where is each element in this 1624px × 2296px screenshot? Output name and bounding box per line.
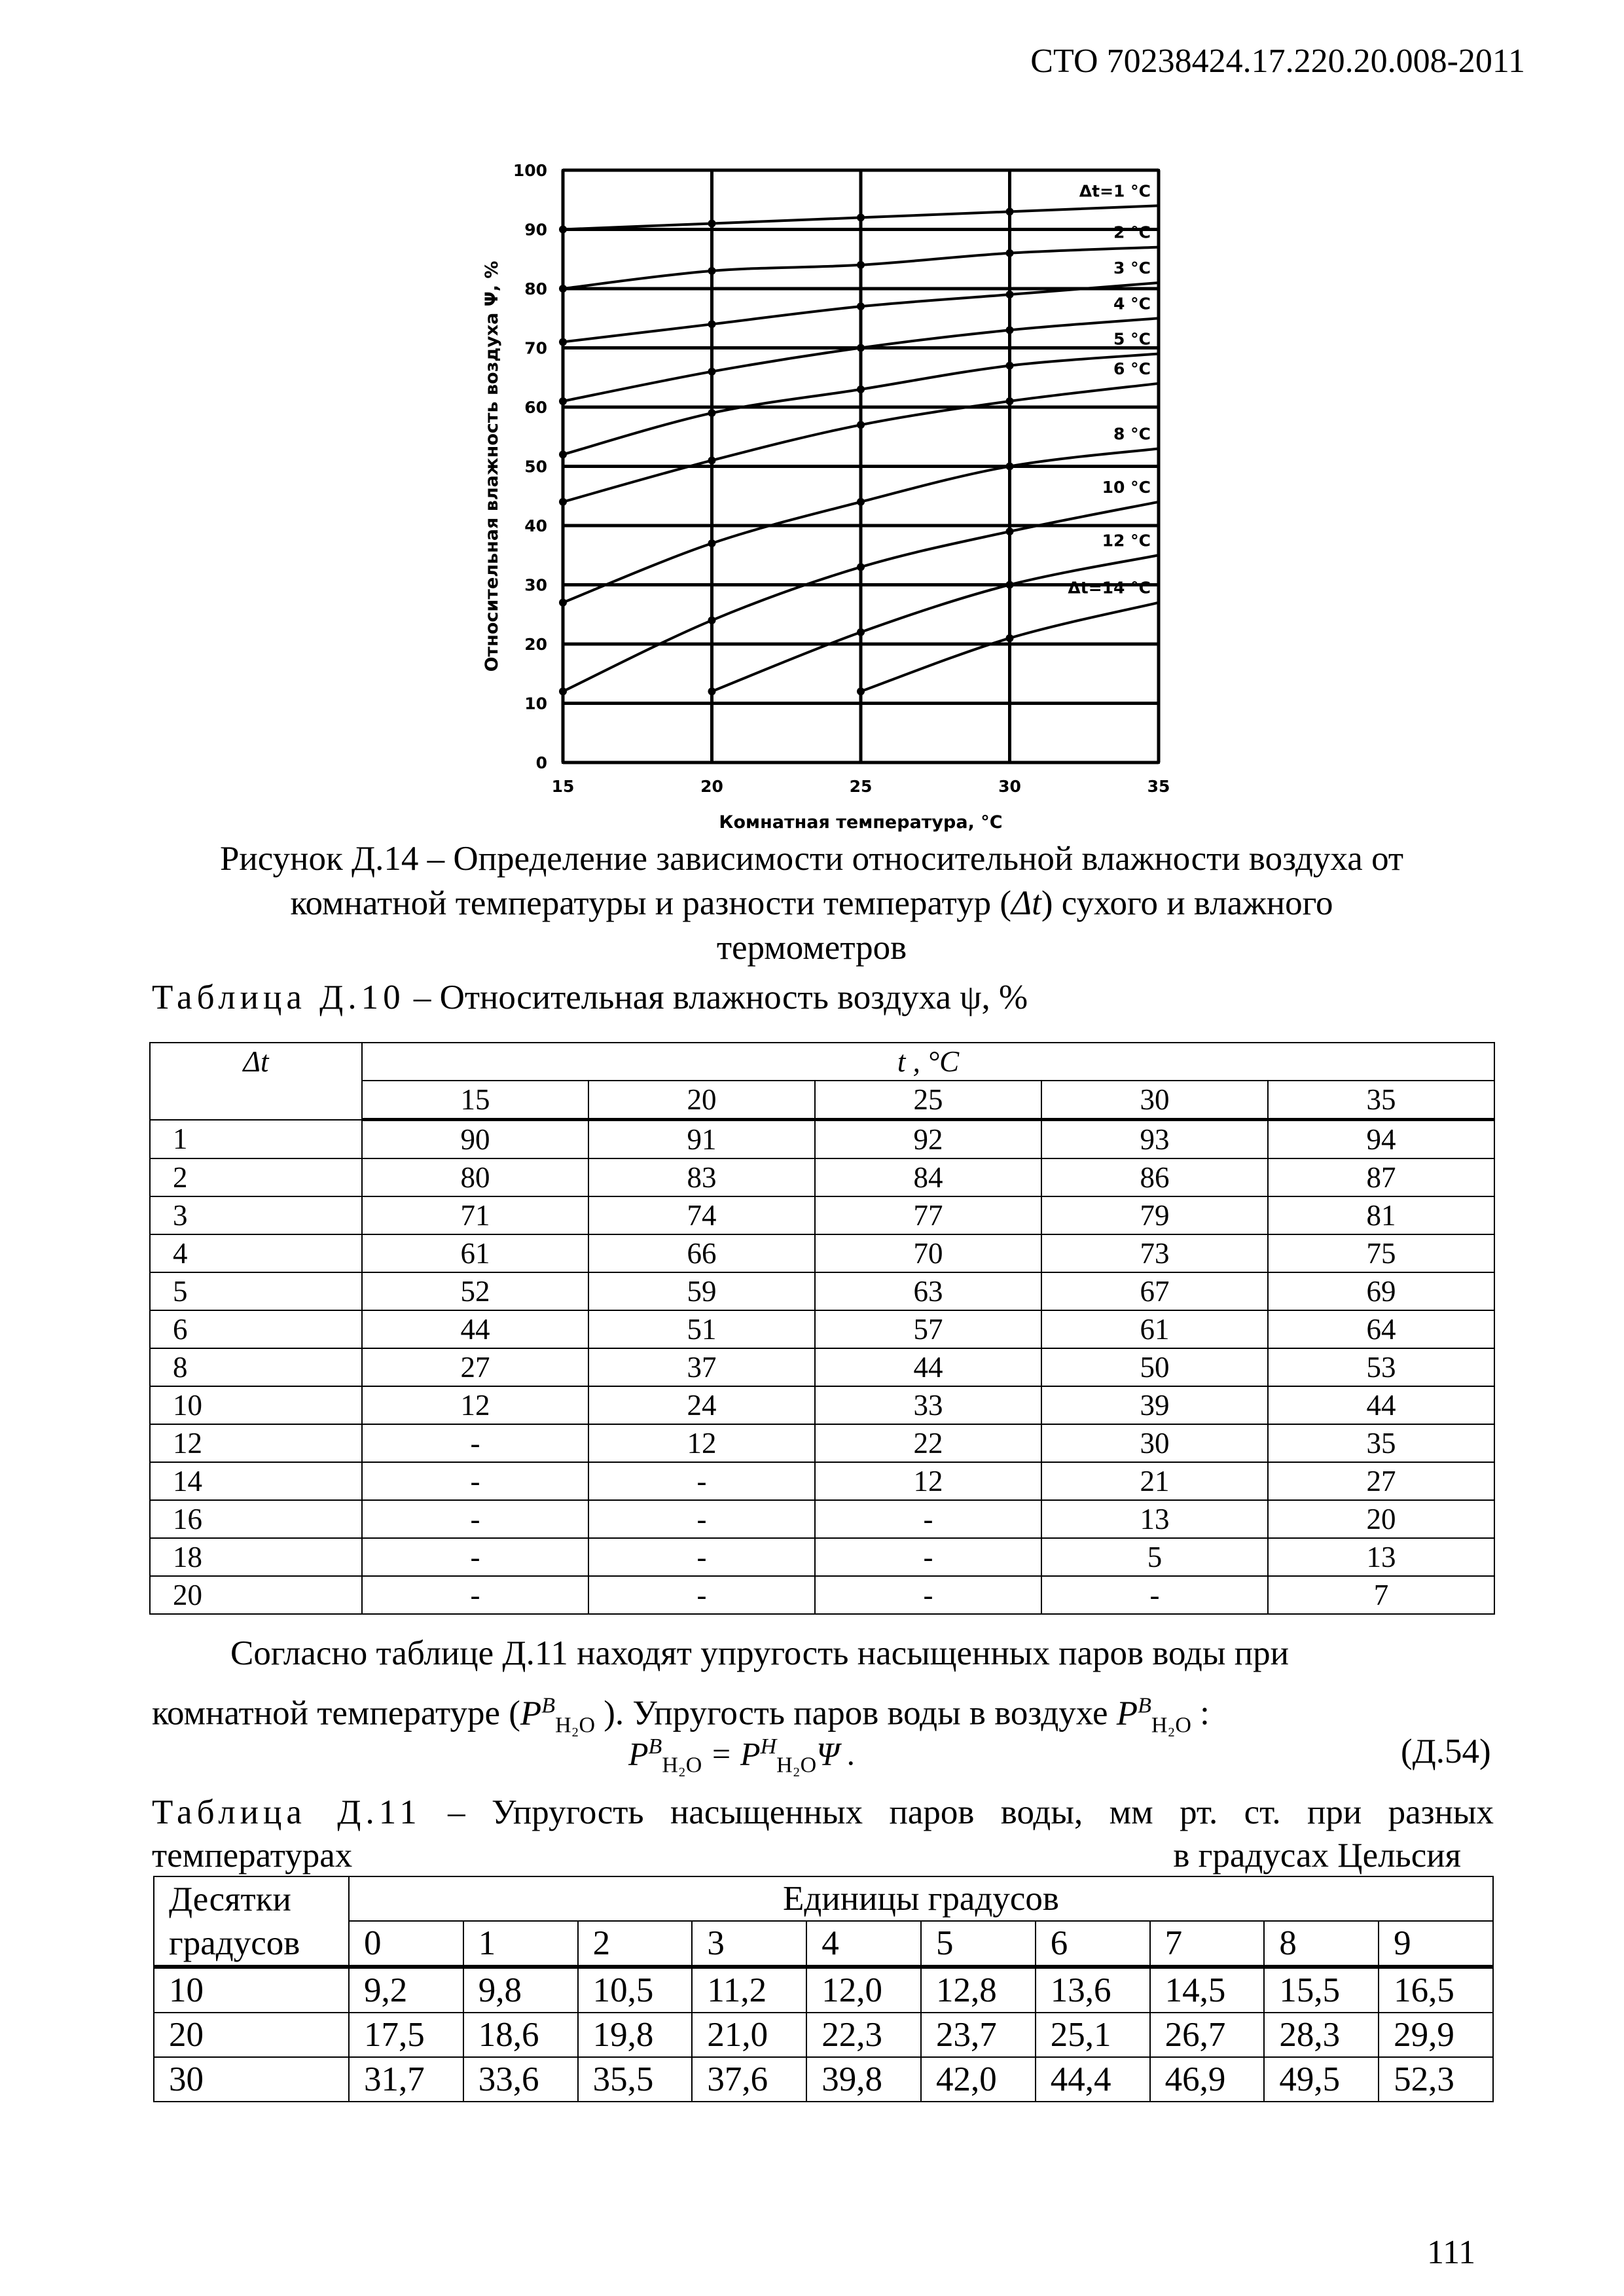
table-row — [150, 1538, 1494, 1576]
table10-cell: 79 — [1041, 1196, 1268, 1234]
table11-row-label: 10 — [154, 1967, 349, 2013]
table10-row-label: 14 — [150, 1462, 362, 1500]
table10-row-label: 16 — [150, 1500, 362, 1538]
table10-cell: 67 — [1041, 1272, 1268, 1310]
series-label: 12 °C — [1102, 531, 1151, 550]
math-p-b-h2o — [1116, 1693, 1191, 1738]
data-point — [857, 421, 865, 429]
table11-caption-line1 — [152, 1791, 1494, 1834]
x-tick-label: 25 — [849, 777, 873, 796]
table10-cell: 5 — [1041, 1538, 1268, 1576]
table-row — [150, 1424, 1494, 1462]
data-point — [559, 687, 567, 695]
formula — [628, 1734, 856, 1778]
table11-column-header: 7 — [1150, 1921, 1265, 1967]
data-point — [857, 498, 865, 506]
table-row — [150, 1386, 1494, 1424]
table11-cell: 13,6 — [1036, 1967, 1150, 2013]
data-point — [559, 226, 567, 234]
table10-cell: - — [815, 1538, 1041, 1576]
table10-cell: 44 — [815, 1348, 1041, 1386]
data-point — [708, 539, 716, 547]
data-point — [708, 617, 716, 624]
table10-cell: 86 — [1041, 1158, 1268, 1196]
table11-cell: 46,9 — [1150, 2057, 1265, 2102]
caption-delta-t: Δt — [1011, 884, 1041, 922]
table11-column-header: 6 — [1036, 1921, 1150, 1967]
table-d11-body — [154, 1876, 1493, 2102]
table11-cell: 35,5 — [578, 2057, 693, 2102]
table10-row-label: 8 — [150, 1348, 362, 1386]
paragraph-line1: Согласно таблице Д.11 находят упругость насыщенных паров воды при — [230, 1634, 1290, 1672]
table-row — [154, 2057, 1493, 2102]
table11-column-header: 0 — [349, 1921, 463, 1967]
table10-cell: - — [588, 1462, 815, 1500]
data-point — [857, 213, 865, 221]
table11-cell: 44,4 — [1036, 2057, 1150, 2102]
table10-row-label: 3 — [150, 1196, 362, 1234]
series-label: 5 °C — [1113, 329, 1151, 349]
table11-cell: 12,8 — [921, 1967, 1036, 2013]
table10-cell: - — [815, 1500, 1041, 1538]
data-point — [1006, 581, 1014, 589]
y-tick-label: 50 — [524, 457, 547, 476]
table10-cell: - — [588, 1576, 815, 1614]
series-label: 8 °C — [1113, 424, 1151, 444]
table11-cell: 42,0 — [921, 2057, 1036, 2102]
table10-row-label: 20 — [150, 1576, 362, 1614]
table10-group-header — [362, 1043, 1494, 1081]
table10-cell: 74 — [588, 1196, 815, 1234]
table11-column-header: 9 — [1379, 1921, 1493, 1967]
x-tick-label: 20 — [700, 777, 723, 796]
paragraph-part: ). Упругость паров воды в воздухе — [604, 1694, 1108, 1732]
series-label: Δt=1 °C — [1079, 181, 1151, 201]
table10-cell: 27 — [362, 1348, 588, 1386]
table10-row-label: 4 — [150, 1234, 362, 1272]
math-symbol: P — [628, 1735, 649, 1772]
table11-cell: 28,3 — [1264, 2013, 1379, 2057]
table10-column-header: 20 — [588, 1081, 815, 1120]
y-tick-label: 20 — [524, 635, 547, 654]
data-point — [1006, 362, 1014, 370]
table10-cell: 37 — [588, 1348, 815, 1386]
table10-row-label: 1 — [150, 1120, 362, 1159]
table11-cell: 52,3 — [1379, 2057, 1493, 2102]
table10-row-label: 12 — [150, 1424, 362, 1462]
chart-series — [559, 206, 1159, 695]
table10-column-header: 35 — [1268, 1081, 1494, 1120]
table-header-row — [154, 1876, 1493, 1921]
table10-cell: 44 — [1268, 1386, 1494, 1424]
caption-part: ) сухого и влажного — [1041, 884, 1333, 922]
table11-cell: 17,5 — [349, 2013, 463, 2057]
table11-cell: 29,9 — [1379, 2013, 1493, 2057]
table10-cell: 91 — [588, 1120, 815, 1159]
table10-cell: 57 — [815, 1310, 1041, 1348]
table11-cell: 11,2 — [692, 1967, 806, 2013]
table10-cell: - — [362, 1462, 588, 1500]
series-line — [712, 555, 1159, 691]
table11-column-header: 1 — [463, 1921, 578, 1967]
table10-row-label: 18 — [150, 1538, 362, 1576]
table11-cell: 22,3 — [806, 2013, 921, 2057]
humidity-chart — [458, 151, 1204, 844]
y-tick-label: 30 — [524, 575, 547, 595]
math-symbol: P — [520, 1694, 542, 1732]
table-row — [150, 1462, 1494, 1500]
table-row — [150, 1500, 1494, 1538]
table10-cell: 83 — [588, 1158, 815, 1196]
table10-cell: - — [1041, 1576, 1268, 1614]
table10-corner-header — [150, 1043, 362, 1120]
table11-cell: 49,5 — [1264, 2057, 1379, 2102]
table10-cell: 77 — [815, 1196, 1041, 1234]
table11-cell: 18,6 — [463, 2013, 578, 2057]
x-tick-label: 35 — [1147, 777, 1170, 796]
table10-row-label: 2 — [150, 1158, 362, 1196]
table11-caption-left: температурах — [152, 1837, 353, 1874]
table11-column-header: 8 — [1264, 1921, 1379, 1967]
table10-cell: 93 — [1041, 1120, 1268, 1159]
math-sub: H₂O — [662, 1753, 702, 1778]
table11-cell: 26,7 — [1150, 2013, 1265, 2057]
y-tick-label: 10 — [524, 694, 547, 713]
figure-caption-line3: термометров — [716, 929, 907, 967]
table10-cell: - — [362, 1424, 588, 1462]
table10-cell: 44 — [362, 1310, 588, 1348]
table10-column-header: 30 — [1041, 1081, 1268, 1120]
table11-header-tens: Десятки — [154, 1876, 349, 1921]
table10-caption-prefix: Таблица Д.10 — [152, 978, 405, 1016]
data-point — [857, 628, 865, 636]
table10-cell: 70 — [815, 1234, 1041, 1272]
table11-cell: 15,5 — [1264, 1967, 1379, 2013]
table10-row-label: 10 — [150, 1386, 362, 1424]
table11-cell: 23,7 — [921, 2013, 1036, 2057]
data-point — [708, 456, 716, 464]
table10-column-header: 15 — [362, 1081, 588, 1120]
data-point — [1006, 528, 1014, 535]
table11-cell: 9,8 — [463, 1967, 578, 2013]
table10-cell: 12 — [362, 1386, 588, 1424]
math-symbol: P — [740, 1735, 761, 1772]
table11-caption-prefix: Таблица Д.11 — [152, 1793, 422, 1831]
figure-caption-line1: Рисунок Д.14 – Определение зависимости относительной влажности воздуха от — [219, 840, 1404, 878]
table10-cell: - — [588, 1500, 815, 1538]
data-point — [559, 397, 567, 405]
data-point — [1006, 634, 1014, 642]
data-point — [1006, 291, 1014, 298]
y-tick-label: 70 — [524, 338, 547, 358]
data-point — [708, 687, 716, 695]
math-sup: B — [648, 1734, 662, 1759]
data-point — [708, 368, 716, 376]
table11-cell: 21,0 — [692, 2013, 806, 2057]
table10-cell: 53 — [1268, 1348, 1494, 1386]
math-sub: H₂O — [776, 1753, 817, 1778]
table10-cell: 61 — [1041, 1310, 1268, 1348]
data-point — [857, 261, 865, 269]
table10-cell: 59 — [588, 1272, 815, 1310]
table-row — [154, 2013, 1493, 2057]
math-equals: = — [702, 1735, 741, 1772]
table10-cell: 80 — [362, 1158, 588, 1196]
math-sub: H₂O — [555, 1713, 596, 1738]
table10-cell: 22 — [815, 1424, 1041, 1462]
table10-cell: 33 — [815, 1386, 1041, 1424]
table11-column-header: 2 — [578, 1921, 693, 1967]
table10-cell: 20 — [1268, 1500, 1494, 1538]
table10-cell: 24 — [588, 1386, 815, 1424]
data-point — [1006, 249, 1014, 257]
table10-cell: 51 — [588, 1310, 815, 1348]
table10-cell: 90 — [362, 1120, 588, 1159]
table10-cell: 7 — [1268, 1576, 1494, 1614]
y-tick-label: 100 — [513, 161, 547, 180]
table-row — [150, 1120, 1494, 1159]
table10-row-label: 5 — [150, 1272, 362, 1310]
table11-cell: 37,6 — [692, 2057, 806, 2102]
x-tick-label: 15 — [551, 777, 575, 796]
table10-cell: - — [588, 1538, 815, 1576]
table11-cell: 16,5 — [1379, 1967, 1493, 2013]
table10-cell: 84 — [815, 1158, 1041, 1196]
table11-cell: 9,2 — [349, 1967, 463, 2013]
table-d11 — [153, 1876, 1494, 2102]
table11-caption — [152, 1791, 1494, 1877]
x-axis-label: Комнатная температура, °C — [719, 812, 1003, 833]
figure-caption-line2 — [131, 881, 1492, 925]
table10-cell: - — [362, 1576, 588, 1614]
data-point — [708, 320, 716, 328]
math-sup: B — [541, 1693, 556, 1717]
table10-cell: 52 — [362, 1272, 588, 1310]
delta-t-symbol: Δt — [243, 1045, 269, 1078]
y-tick-label: 60 — [524, 398, 547, 417]
figure-caption — [131, 836, 1492, 970]
data-point — [1006, 207, 1014, 215]
page-number: 111 — [1427, 2234, 1476, 2271]
table11-cell: 14,5 — [1150, 1967, 1265, 2013]
chart-grid — [563, 170, 1159, 762]
table11-caption-text: – Упругость насыщенных паров воды, мм рт. ст. при разных — [421, 1793, 1494, 1831]
table10-cell: 12 — [588, 1424, 815, 1462]
data-point — [857, 563, 865, 571]
data-point — [857, 344, 865, 352]
data-point — [559, 450, 567, 458]
table10-cell: 12 — [815, 1462, 1041, 1500]
table10-cell: 27 — [1268, 1462, 1494, 1500]
document-code-header: СТО 70238424.17.220.20.008-2011 — [1030, 43, 1525, 80]
paragraph-part: : — [1200, 1694, 1210, 1732]
table10-cell: - — [362, 1538, 588, 1576]
math-psi: Ψ . — [816, 1735, 856, 1772]
table11-header-units: Единицы градусов — [349, 1876, 1493, 1921]
data-point — [559, 498, 567, 506]
table10-column-header: 25 — [815, 1081, 1041, 1120]
data-point — [708, 219, 716, 227]
table-row — [150, 1576, 1494, 1614]
table11-column-header: 4 — [806, 1921, 921, 1967]
table10-cell: 75 — [1268, 1234, 1494, 1272]
table11-cell: 25,1 — [1036, 2013, 1150, 2057]
table11-row-label: 20 — [154, 2013, 349, 2057]
y-axis-label: Относительная влажность воздуха Ψ, % — [482, 260, 502, 672]
table11-cell: 31,7 — [349, 2057, 463, 2102]
table10-caption-text: – Относительная влажность воздуха ψ, % — [405, 978, 1028, 1016]
table-row — [150, 1234, 1494, 1272]
paragraph-part: комнатной температуре ( — [152, 1694, 520, 1732]
caption-part: комнатной температуры и разности температур ( — [290, 884, 1011, 922]
series-label: Δt=14 °C — [1068, 578, 1151, 598]
series-label: 6 °C — [1113, 359, 1151, 378]
table11-cell: 12,0 — [806, 1967, 921, 2013]
table11-header-tens-line2: градусов — [154, 1921, 349, 1967]
data-point — [1006, 397, 1014, 405]
data-point — [559, 285, 567, 293]
math-sub: H₂O — [1151, 1713, 1191, 1738]
y-tick-label: 40 — [524, 516, 547, 535]
y-tick-label: 80 — [524, 279, 547, 298]
data-point — [857, 386, 865, 393]
y-tick-label: 90 — [524, 220, 547, 240]
table10-cell: 92 — [815, 1120, 1041, 1159]
temperature-symbol: t , °C — [897, 1045, 960, 1078]
table-row — [150, 1196, 1494, 1234]
series-label: 4 °C — [1113, 294, 1151, 314]
table11-caption-line2 — [152, 1834, 1494, 1877]
data-point — [559, 599, 567, 607]
table10-cell: 81 — [1268, 1196, 1494, 1234]
math-sup: H — [760, 1734, 777, 1759]
series-label: 2 °C — [1113, 223, 1151, 242]
table-header-row — [154, 1921, 1493, 1967]
table11-row-label: 30 — [154, 2057, 349, 2102]
data-point — [708, 409, 716, 417]
data-point — [1006, 463, 1014, 471]
table-row — [150, 1348, 1494, 1386]
body-paragraph — [152, 1627, 1494, 1751]
table10-cell: 73 — [1041, 1234, 1268, 1272]
data-point — [857, 687, 865, 695]
table10-cell: 94 — [1268, 1120, 1494, 1159]
formula-number: (Д.54) — [1401, 1732, 1491, 1770]
table10-row-label: 6 — [150, 1310, 362, 1348]
table11-caption-right: в градусах Цельсия — [1173, 1837, 1461, 1874]
series-label: 10 °C — [1102, 477, 1151, 497]
table10-cell: 13 — [1268, 1538, 1494, 1576]
table11-cell: 33,6 — [463, 2057, 578, 2102]
table11-cell: 19,8 — [578, 2013, 693, 2057]
table11-column-header: 5 — [921, 1921, 1036, 1967]
table-row — [150, 1158, 1494, 1196]
table10-cell: 50 — [1041, 1348, 1268, 1386]
table10-cell: - — [815, 1576, 1041, 1614]
table11-column-header: 3 — [692, 1921, 806, 1967]
table11-cell: 39,8 — [806, 2057, 921, 2102]
table10-cell: 35 — [1268, 1424, 1494, 1462]
table10-cell: 64 — [1268, 1310, 1494, 1348]
math-p-b-h2o — [520, 1693, 596, 1738]
table10-cell: 69 — [1268, 1272, 1494, 1310]
table10-caption — [152, 978, 1028, 1017]
table-row — [154, 1967, 1493, 2013]
table10-cell: 39 — [1041, 1386, 1268, 1424]
math-symbol: P — [1116, 1694, 1138, 1732]
data-point — [559, 338, 567, 346]
data-point — [857, 302, 865, 310]
table-header-row — [150, 1043, 1494, 1081]
table10-cell: 21 — [1041, 1462, 1268, 1500]
table10-cell: 61 — [362, 1234, 588, 1272]
table-row — [150, 1272, 1494, 1310]
table10-cell: 13 — [1041, 1500, 1268, 1538]
data-point — [708, 267, 716, 275]
table10-cell: 71 — [362, 1196, 588, 1234]
table10-cell: 30 — [1041, 1424, 1268, 1462]
table10-cell: 87 — [1268, 1158, 1494, 1196]
data-point — [1006, 326, 1014, 334]
table-d10 — [149, 1042, 1495, 1615]
table-row — [150, 1310, 1494, 1348]
table10-cell: 66 — [588, 1234, 815, 1272]
table10-cell: - — [362, 1500, 588, 1538]
math-sup: B — [1138, 1693, 1151, 1717]
table10-cell: 63 — [815, 1272, 1041, 1310]
x-tick-label: 30 — [998, 777, 1021, 796]
series-label: 3 °C — [1113, 258, 1151, 278]
table11-cell: 10,5 — [578, 1967, 693, 2013]
y-tick-label: 0 — [535, 753, 547, 772]
table-d10-body — [150, 1043, 1494, 1614]
